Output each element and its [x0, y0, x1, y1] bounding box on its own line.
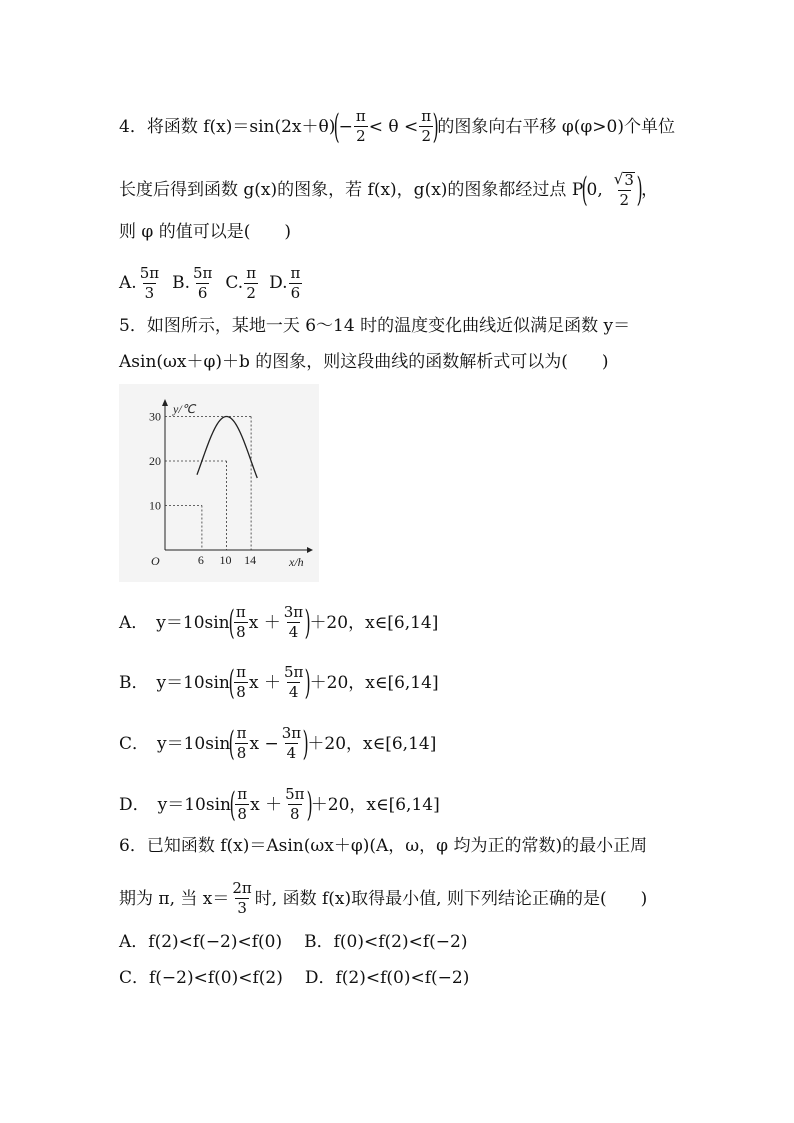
frac-num: π [355, 107, 366, 125]
q4-text-2a: 长度后得到函数 g(x)的图象，若 f(x)，g(x)的图象都经过点 P [119, 180, 584, 200]
q4-theta-ineq: < θ < [368, 116, 419, 137]
y-axis-label: y/℃ [173, 402, 196, 416]
q5-option-d: D． y＝10sin ( $\frac{\pi}{8}$ x ＋ $\frac{5\pi}{8}$ ) ＋20，x∈[6,14] [119, 784, 440, 825]
paren-close: ) [636, 170, 643, 210]
q4-option-b: B. $\frac{5\pi}{6}$ [172, 264, 213, 302]
q5-line-2: Asin(ωx＋φ)＋b 的图象，则这段曲线的函数解析式可以为( ) [119, 352, 609, 372]
sqrt: √ 3 [613, 170, 634, 189]
q5-option-b: B． y＝10sin ( $\frac{\pi}{8}$ x ＋ $\frac{5\pi}{4}$ ) ＋20，x∈[6,14] [119, 662, 439, 703]
q6-option-b: B．f(0)<f(2)<f(−2) [304, 932, 468, 952]
q6-line-1: 6．已知函数 f(x)＝Asin(ωx＋φ)(A，ω，φ 均为正的常数)的最小正周 [119, 836, 648, 856]
q4-text-d: 的图象向右平移 φ(φ>0)个单位 [437, 116, 675, 137]
q4-frac-right [419, 109, 433, 144]
q6-option-c: C．f(−2)<f(0)<f(2) [119, 968, 283, 988]
q6-option-a: A．f(2)<f(−2)<f(0) [119, 932, 283, 952]
q6-frac [230, 881, 253, 916]
q4-options [119, 266, 303, 301]
temperature-graph [119, 384, 319, 582]
q5-option-c: C． y＝10sin ( $\frac{\pi}{8}$ x − $\frac{3\pi}{4}$ ) ＋20，x∈[6,14] [119, 723, 437, 764]
radicand: 3 [624, 171, 634, 189]
x-axis-label: x/h [289, 555, 304, 569]
comma: ， [641, 180, 659, 200]
paren-open: ( [581, 170, 588, 210]
y-tick-label-20: 20 [149, 454, 161, 468]
q6-text-b: 时, 函数 f(x)取得最小值, 则下列结论正确的是( ) [254, 888, 648, 909]
q6-options-ab [119, 931, 467, 953]
frac-den: 2 [421, 127, 431, 145]
frac-den: 2 [356, 127, 366, 145]
y-tick-label-30: 30 [149, 409, 161, 424]
q6-option-d: D．f(2)<f(0)<f(−2) [304, 968, 470, 988]
frac-num: π [421, 107, 432, 125]
x-tick-label-6: 6 [197, 553, 204, 567]
q4-text-a: 4．将函数 f(x)＝sin(2x＋θ) [119, 116, 336, 137]
x-tick-label-10: 10 [219, 553, 232, 567]
q5-option-a: A． y＝10sin ( $\frac{\pi}{8}$ x ＋ $\frac{3\pi}{4}$ ) ＋20，x∈[6,14] [119, 602, 439, 643]
q6-line-2 [119, 881, 647, 916]
q4-line-3: 则 φ 的值可以是( ) [119, 222, 291, 242]
frac-num [612, 172, 637, 190]
q4-option-a: A. $\frac{5\pi}{3}$ [119, 264, 160, 302]
origin-label: O [151, 554, 160, 568]
paren-close: ) [432, 106, 439, 147]
q4-line-1 [119, 106, 675, 147]
sqrt3-over-2 [612, 172, 637, 208]
point-coord-x: 0, [586, 180, 603, 200]
q4-line-2 [119, 172, 658, 208]
q4-option-c: C. $\frac{\pi}{2}$ [225, 264, 257, 302]
x-tick-label-14: 14 [244, 553, 257, 567]
paren-open: ( [334, 106, 341, 147]
frac-num: 2π [232, 879, 252, 897]
q4-option-d: D. $\frac{\pi}{6}$ [269, 264, 301, 302]
y-tick-label-10: 10 [149, 498, 161, 513]
q5-line-1: 5．如图所示，某地一天 6～14 时的温度变化曲线近似满足函数 y＝ [119, 316, 631, 336]
q4-minus: − [338, 116, 353, 137]
frac-den: 3 [237, 899, 247, 917]
frac-den: 2 [619, 191, 630, 209]
q4-frac-left [354, 109, 368, 144]
q6-options-cd [119, 967, 469, 989]
q6-text-a: 期为 π, 当 x＝ [119, 888, 230, 909]
